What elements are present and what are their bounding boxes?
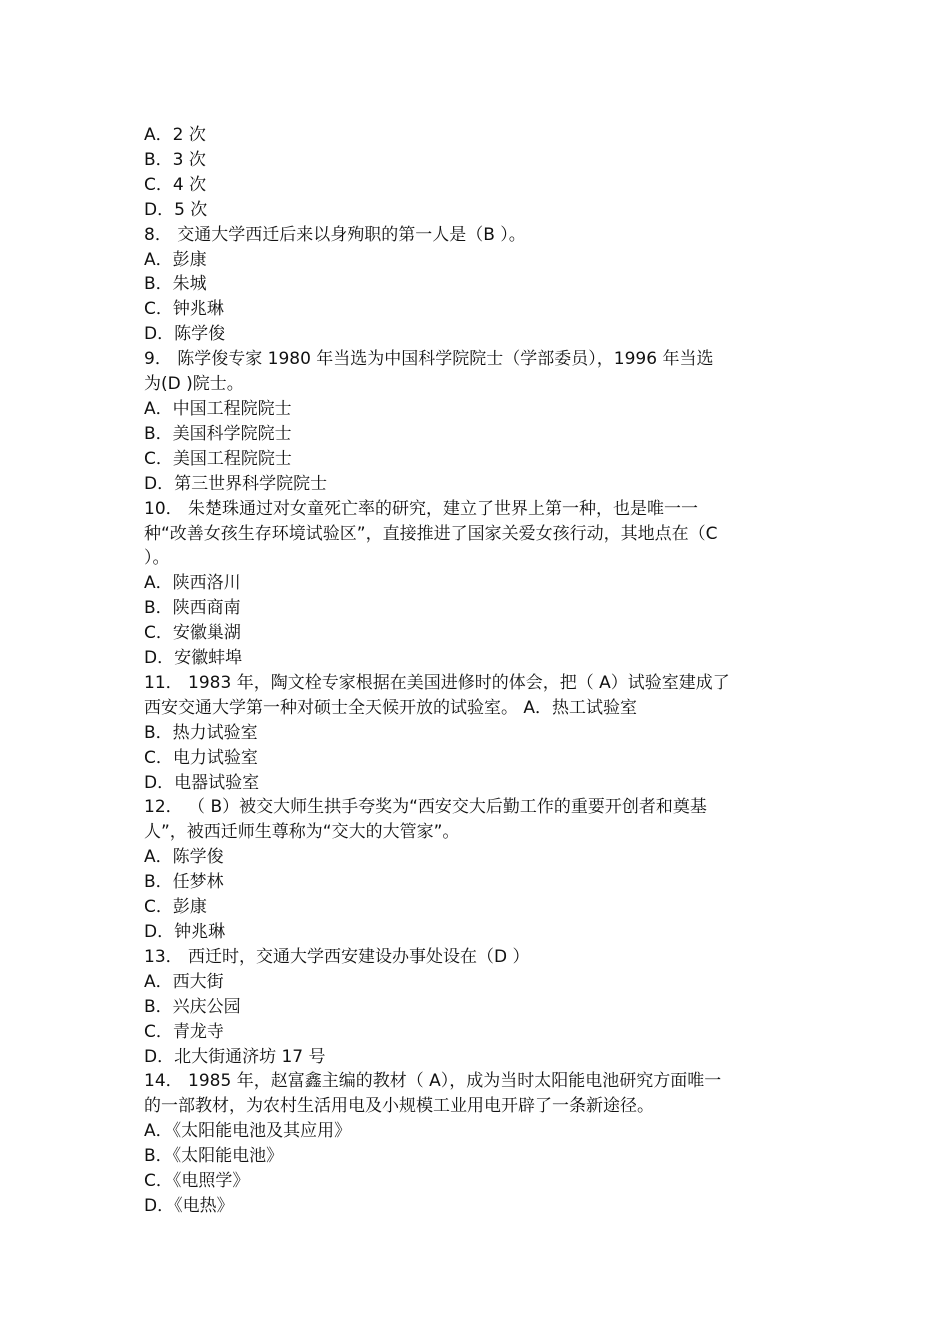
option-c-12: C．彭康: [144, 897, 207, 918]
option-d-12: D．钟兆琳: [144, 922, 226, 942]
option-b-13: B．兴庆公园: [144, 996, 241, 1017]
question-11-line-1: 11． 1983 年，陶文栓专家根据在美国进修时的体会，把（ A）试验室建成了: [144, 672, 730, 693]
option-d-9: D．第三世界科学院院士: [144, 473, 328, 494]
option-d-10: D．安徽蚌埠: [144, 648, 243, 669]
question-10-line-1: 10． 朱楚珠通过对女童死亡率的研究，建立了世界上第一种，也是唯一一: [144, 498, 699, 519]
option-d-11: D．电器试验室: [144, 772, 260, 793]
option-d-14: D．《电热》: [144, 1195, 234, 1216]
option-d-13: D．北大街通济坊 17 号: [144, 1046, 326, 1067]
question-9-line-2: 为(D )院士。: [144, 374, 244, 395]
question-9-line-1: 9． 陈学俊专家 1980 年当选为中国科学院院士（学部委员），1996 年当选: [144, 349, 714, 370]
option-b-12: B．任梦林: [144, 872, 224, 893]
option-b-10: B．陕西商南: [144, 598, 241, 619]
question-12-line-2: 人”，被西迁师生尊称为“交大的大管家”。: [144, 822, 460, 843]
option-c-14: C．《电照学》: [144, 1171, 250, 1192]
option-c-7: C．4 次: [144, 174, 207, 195]
option-b-7: B．3 次: [144, 149, 206, 170]
option-a-10: A．陕西洛川: [144, 573, 241, 594]
option-a-13: A．西大街: [144, 971, 224, 992]
option-a-7: A．2 次: [144, 125, 206, 145]
option-a-9: A．中国工程院院士: [144, 398, 292, 419]
question-14-line-2: 的一部教材，为农村生活用电及小规模工业用电开辟了一条新途径。: [144, 1096, 654, 1117]
option-b-9: B．美国科学院院士: [144, 423, 292, 444]
option-c-13: C．青龙寺: [144, 1021, 224, 1042]
question-10-line-3: ）。: [144, 548, 170, 569]
option-a-14: A．《太阳能电池及其应用》: [144, 1121, 352, 1142]
option-c-11: C．电力试验室: [144, 747, 258, 768]
question-8: 8． 交通大学西迁后来以身殉职的第一人是（B ）。: [144, 224, 526, 245]
option-c-8: C．钟兆琳: [144, 299, 224, 320]
option-d-8: D．陈学俊: [144, 324, 226, 345]
question-11-line-2: 西安交通大学第一种对硕士全天候开放的试验室。 A．热工试验室: [144, 697, 638, 718]
question-14-line-1: 14． 1985 年，赵富鑫主编的教材（ A），成为当时太阳能电池研究方面唯一: [144, 1071, 722, 1092]
option-b-8: B．朱城: [144, 274, 207, 295]
option-b-11: B．热力试验室: [144, 722, 258, 743]
question-10-line-2: 种“改善女孩生存环境试验区”，直接推进了国家关爱女孩行动，其地点在（C: [144, 523, 718, 544]
option-d-7: D．5 次: [144, 199, 208, 220]
option-a-12: A．陈学俊: [144, 847, 224, 868]
option-a-8: A．彭康: [144, 249, 207, 270]
option-b-14: B．《太阳能电池》: [144, 1146, 284, 1167]
question-13: 13． 西迁时，交通大学西安建设办事处设在（D ）: [144, 946, 530, 967]
option-c-9: C．美国工程院院士: [144, 448, 292, 469]
question-12-line-1: 12． （ B）被交大师生拱手夸奖为“西安交大后勤工作的重要开创者和奠基: [144, 797, 707, 818]
option-c-10: C．安徽巢湖: [144, 623, 241, 644]
document-page: [144, 123, 816, 1219]
